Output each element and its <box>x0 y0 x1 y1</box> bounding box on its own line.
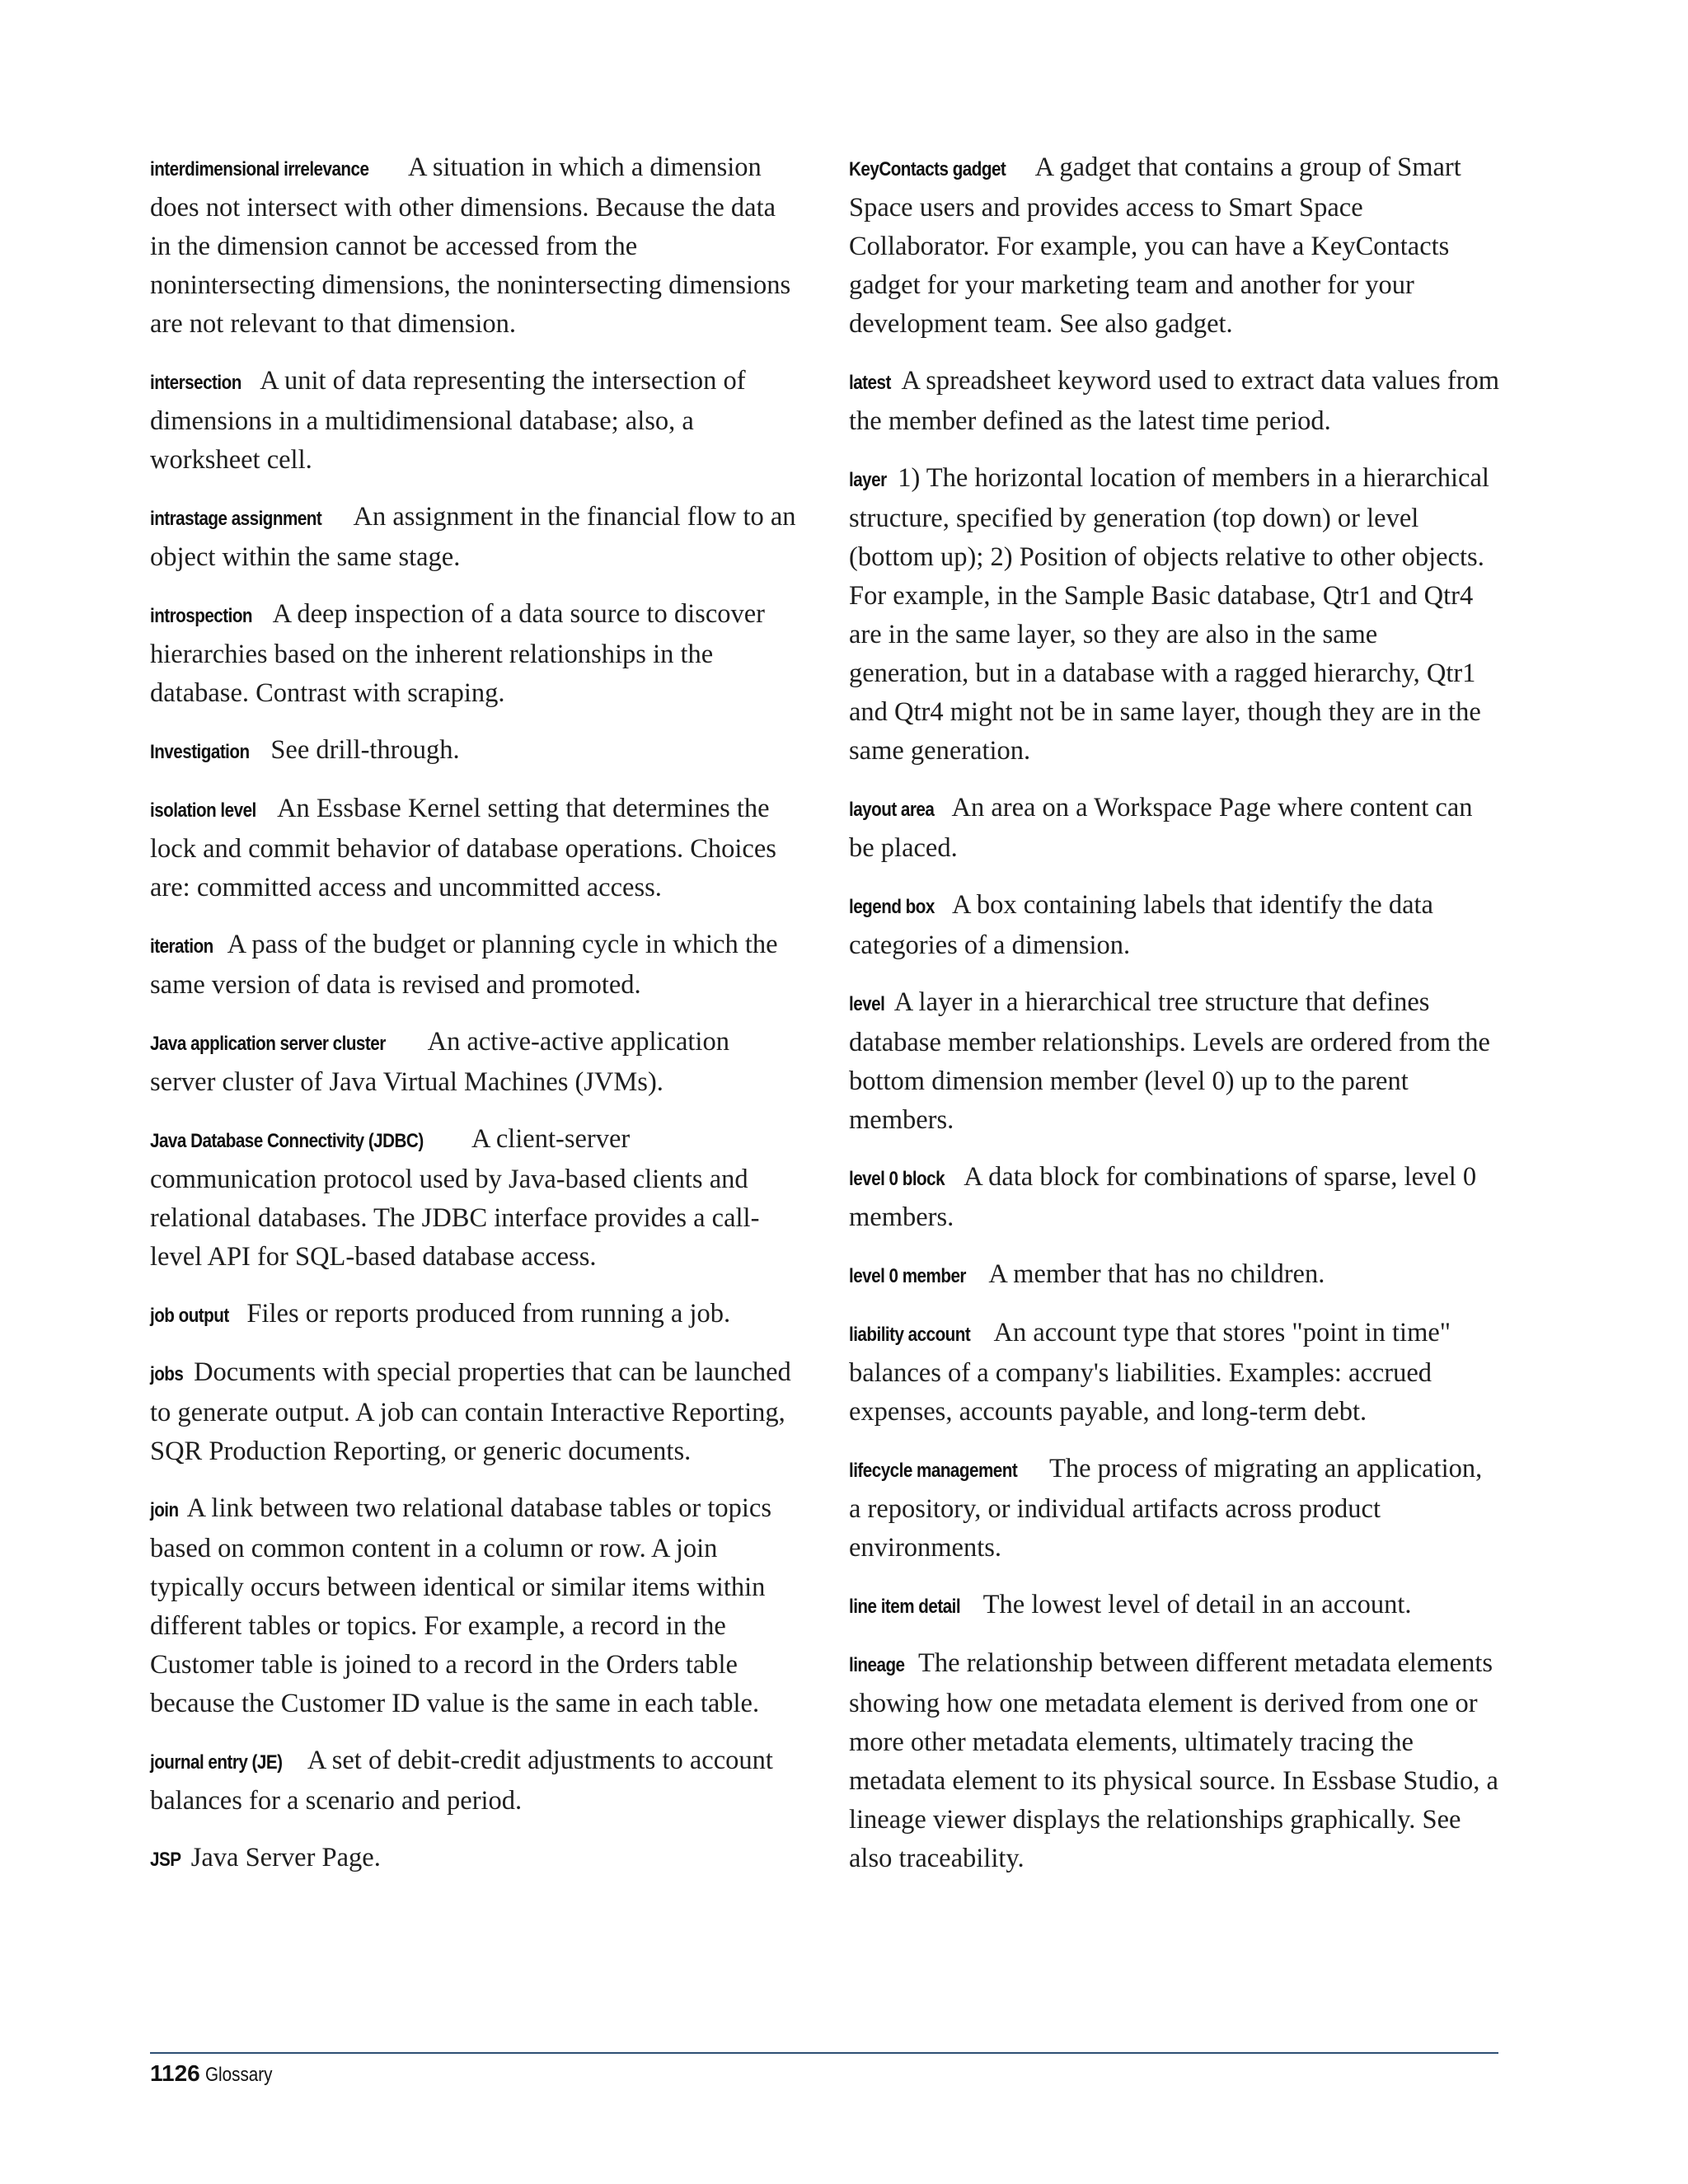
glossary-term: layer <box>849 469 887 491</box>
glossary-term: JSP <box>150 1849 181 1871</box>
glossary-entry <box>849 886 1500 965</box>
glossary-term: iteration <box>150 935 213 958</box>
glossary-definition: See drill-through. <box>270 735 460 765</box>
footer-divider <box>150 2052 1498 2054</box>
glossary-definition: A client-server communication protocol used by Java-based clients and relational databases. The JDBC interface provides a call-level API for SQL-based database access. <box>150 1124 760 1272</box>
glossary-entry <box>150 1295 801 1335</box>
glossary-entry <box>150 1741 801 1821</box>
glossary-definition: A set of debit-credit adjustments to account balances for a scenario and period. <box>150 1746 773 1816</box>
glossary-definition: A gadget that contains a group of Smart Space users and provides access to Smart Space Collaborator. For example, you can have a KeyContacts gadget for your marketing team and another for your development team. See also gadget. <box>849 152 1461 339</box>
glossary-entry <box>150 1023 801 1102</box>
glossary-term: isolation level <box>150 799 256 822</box>
glossary-entry <box>849 1314 1500 1432</box>
glossary-entry <box>849 1450 1500 1568</box>
glossary-entry <box>150 1839 801 1879</box>
glossary-term: interdimensional irrelevance <box>150 158 369 180</box>
glossary-definition: A unit of data representing the intersection of dimensions in a multidimensional database; also, a worksheet cell. <box>150 366 746 475</box>
glossary-term: intersection <box>150 372 241 394</box>
glossary-term: liability account <box>849 1324 971 1346</box>
footer-section-title: Glossary <box>204 2064 273 2086</box>
glossary-definition: A link between two relational database tables or topics based on common content in a column or row. A join typically occurs between identical or similar items within different tables or topics. For example, a record in the Customer table is joined to a record in the Orders table because the Customer ID value is the same in each table. <box>150 1493 771 1718</box>
glossary-entry <box>150 926 801 1005</box>
glossary-definition: A spreadsheet keyword used to extract data values from the member defined as the latest time period. <box>849 366 1500 436</box>
page-footer <box>150 2060 283 2087</box>
glossary-entry <box>150 595 801 713</box>
glossary-definition: An account type that stores "point in time" balances of a company's liabilities. Examples: accrued expenses, accounts payable, and long-term debt. <box>849 1318 1451 1427</box>
glossary-definition: The process of migrating an application, a repository, or individual artifacts across product environments. <box>849 1454 1483 1563</box>
glossary-definition: An active-active application server cluster of Java Virtual Machines (JVMs). <box>150 1027 729 1097</box>
glossary-entry <box>150 148 801 344</box>
glossary-term: layout area <box>849 799 935 821</box>
glossary-entry <box>849 789 1500 868</box>
glossary-entry <box>849 459 1500 771</box>
glossary-definition: The lowest level of detail in an account. <box>982 1590 1412 1619</box>
glossary-term: legend box <box>849 896 935 918</box>
page-number: 1126 <box>150 2060 200 2086</box>
glossary-term: Java Database Connectivity (JDBC) <box>150 1130 424 1152</box>
glossary-definition: A deep inspection of a data source to discover hierarchies based on the inherent relationships in the database. Contrast with scraping. <box>150 599 766 708</box>
glossary-definition: A data block for combinations of sparse, level 0 members. <box>849 1162 1477 1232</box>
glossary-term: introspection <box>150 605 253 627</box>
glossary-entry <box>150 790 801 907</box>
glossary-term: line item detail <box>849 1596 961 1618</box>
glossary-term: level <box>849 993 885 1015</box>
glossary-definition: Files or reports produced from running a job. <box>246 1299 731 1329</box>
glossary-entry <box>849 1255 1500 1296</box>
glossary-term: jobs <box>150 1363 184 1385</box>
glossary-definition: An assignment in the financial flow to an object within the same stage. <box>150 502 796 572</box>
glossary-term: level 0 member <box>849 1265 966 1287</box>
glossary-term: lineage <box>849 1654 905 1676</box>
glossary-definition: Java Server Page. <box>190 1843 381 1872</box>
glossary-entry <box>849 1158 1500 1237</box>
glossary-definition: A pass of the budget or planning cycle in which the same version of data is revised and promoted. <box>150 930 778 1000</box>
glossary-entry <box>150 362 801 480</box>
glossary-entry <box>849 362 1500 441</box>
glossary-term: job output <box>150 1305 229 1327</box>
glossary-term: latest <box>849 372 891 394</box>
glossary-definition: An area on a Workspace Page where content can be placed. <box>849 793 1473 863</box>
glossary-term: Java application server cluster <box>150 1033 386 1055</box>
glossary-term: lifecycle management <box>849 1460 1018 1482</box>
glossary-definition: An Essbase Kernel setting that determines the lock and commit behavior of database operations. Choices are: committed access and uncommitted access. <box>150 794 776 902</box>
glossary-entry <box>849 983 1500 1140</box>
glossary-entry <box>150 1353 801 1471</box>
glossary-definition: A situation in which a dimension does not intersect with other dimensions. Because the data in the dimension cannot be accessed from the nonintersecting dimensions, the nonintersecting dimensions are not relevant to that dimension. <box>150 152 791 339</box>
glossary-definition: A layer in a hierarchical tree structure that defines database member relationships. Levels are ordered from the bottom dimension member (level 0) up to the parent members. <box>849 987 1490 1135</box>
glossary-definition: A member that has no children. <box>988 1259 1325 1289</box>
glossary-term: journal entry (JE) <box>150 1751 283 1774</box>
glossary-term: Investigation <box>150 741 250 763</box>
glossary-definition: Documents with special properties that can be launched to generate output. A job can contain Interactive Reporting, SQR Production Reporting, or generic documents. <box>150 1357 791 1466</box>
glossary-entry <box>849 1644 1500 1878</box>
glossary-term: KeyContacts gadget <box>849 158 1006 180</box>
glossary-entry <box>849 148 1500 344</box>
glossary-term: join <box>150 1499 179 1521</box>
glossary-term: level 0 block <box>849 1168 945 1190</box>
glossary-entry <box>150 498 801 577</box>
glossary-term: intrastage assignment <box>150 508 322 530</box>
glossary-entry <box>150 1120 801 1277</box>
glossary-entry <box>150 1489 801 1723</box>
glossary-definition: A box containing labels that identify the data categories of a dimension. <box>849 890 1433 960</box>
glossary-entry <box>849 1586 1500 1626</box>
glossary-entry <box>150 731 801 771</box>
glossary-definition: 1) The horizontal location of members in a hierarchical structure, specified by generation (top down) or level (bottom up); 2) Position of objects relative to other objects. For example, in the Sample Basic database, Qtr1 and Qtr4 are in the same layer, so they are also in the same generation, but in a database with a ragged hierarchy, Qtr1 and Qtr4 might not be in same layer, though they are in the same generation. <box>849 463 1489 766</box>
glossary-column-right <box>849 148 1500 1896</box>
glossary-column-left <box>150 148 801 1897</box>
glossary-definition: The relationship between different metadata elements showing how one metadata element is derived from one or more other metadata elements, ultimately tracing the metadata element to its physical source. In Essbase Studio, a lineage viewer displays the relationships graphically. See also traceability. <box>849 1648 1498 1873</box>
